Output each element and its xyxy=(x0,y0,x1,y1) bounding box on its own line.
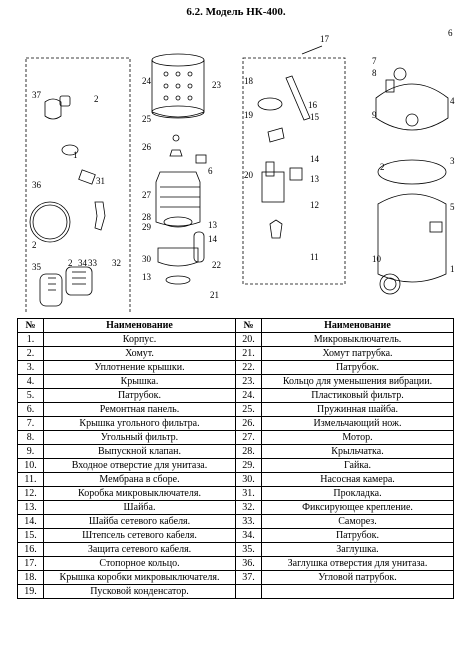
pump-chamber-part xyxy=(158,248,198,266)
part-name-cell: Уплотнение крышки. xyxy=(44,361,236,375)
toilet-inlet-part xyxy=(380,274,400,294)
parts-table-body xyxy=(18,333,454,599)
part-name-cell: Хомут патрубка. xyxy=(262,347,454,361)
part-number-cell: 22. xyxy=(236,361,262,375)
callout-label: 25 xyxy=(142,114,151,124)
callout-label: 31 xyxy=(96,176,105,186)
table-row xyxy=(18,417,454,431)
table-row xyxy=(18,389,454,403)
part-name-cell: Угловой патрубок. xyxy=(262,571,454,585)
part-name-cell: Ремонтная панель. xyxy=(44,403,236,417)
table-row xyxy=(18,571,454,585)
callout-label: 22 xyxy=(212,260,221,270)
part-number-cell: 13. xyxy=(18,501,44,515)
column-header-name: Наименование xyxy=(44,319,236,333)
callout-label: 8 xyxy=(372,68,377,78)
part-name-cell: Защита сетевого кабеля. xyxy=(44,543,236,557)
callout-label: 30 xyxy=(142,254,151,264)
part-number-cell: 24. xyxy=(236,389,262,403)
part-number-cell: 17. xyxy=(18,557,44,571)
part-number-cell: 37. xyxy=(236,571,262,585)
part-number-cell: 26. xyxy=(236,417,262,431)
part-number-cell: 2. xyxy=(18,347,44,361)
part-number-cell: 23. xyxy=(236,375,262,389)
clamp-ring-inner xyxy=(33,205,67,239)
part-number-cell: 27. xyxy=(236,431,262,445)
gasket-part xyxy=(79,170,96,184)
part-name-cell: Гайка. xyxy=(262,459,454,473)
part-number-cell: 11. xyxy=(18,473,44,487)
part-name-cell: Корпус. xyxy=(44,333,236,347)
callout-label: 5 xyxy=(450,202,455,212)
callout-label: 33 xyxy=(88,258,97,268)
column-header-name: Наименование xyxy=(262,319,454,333)
callout-label: 13 xyxy=(310,174,319,184)
plastic-filter-part xyxy=(152,60,204,117)
table-row xyxy=(18,459,454,473)
callout-label: 6 xyxy=(208,166,213,176)
callout-label: 32 xyxy=(112,258,121,268)
part-number-cell: 34. xyxy=(236,529,262,543)
part-name-cell: Пусковой конденсатор. xyxy=(44,585,236,599)
callout-label: 6 xyxy=(448,28,453,38)
callout-label: 15 xyxy=(310,112,319,122)
filter-top-rim xyxy=(152,54,204,66)
part-number-cell: 8. xyxy=(18,431,44,445)
callout-labels xyxy=(32,28,455,300)
fixing-bracket-part xyxy=(95,202,105,230)
part-name-cell: Мотор. xyxy=(262,431,454,445)
pipe-part xyxy=(66,267,92,295)
motor-part xyxy=(156,172,200,226)
box-cover-part xyxy=(258,98,282,110)
column-header-number: № xyxy=(236,319,262,333)
table-row xyxy=(18,445,454,459)
pipe-5-part xyxy=(430,222,442,232)
callout-label: 2 xyxy=(32,240,37,250)
callout-label: 28 xyxy=(142,212,151,222)
table-row xyxy=(18,501,454,515)
membrane-part xyxy=(270,220,282,238)
repair-panel-part xyxy=(394,68,406,80)
part-number-cell: 6. xyxy=(18,403,44,417)
callout-label: 18 xyxy=(244,76,253,86)
part-number-cell: 20. xyxy=(236,333,262,347)
part-name-cell: Крыльчатка. xyxy=(262,445,454,459)
callout-label: 20 xyxy=(244,170,253,180)
table-row xyxy=(18,543,454,557)
callout-label: 14 xyxy=(310,154,319,164)
callout-label: 24 xyxy=(142,76,151,86)
part-name-cell: Саморез. xyxy=(262,515,454,529)
callout-label: 1 xyxy=(73,150,78,160)
callout-label: 13 xyxy=(142,272,151,282)
part-number-cell: 29. xyxy=(236,459,262,473)
part-name-cell: Пружинная шайба. xyxy=(262,403,454,417)
part-name-cell: Патрубок. xyxy=(44,389,236,403)
part-name-cell: Патрубок. xyxy=(262,361,454,375)
part-name-cell: Фиксирующее крепление. xyxy=(262,501,454,515)
part-name-cell: Патрубок. xyxy=(262,529,454,543)
pipe-22-part xyxy=(194,232,204,262)
callout-label: 1 xyxy=(450,264,455,274)
callout-label: 21 xyxy=(210,290,219,300)
lid-seal-part xyxy=(378,160,446,184)
column-header-number: № xyxy=(18,319,44,333)
callout-label: 23 xyxy=(212,80,221,90)
part-number-cell: 36. xyxy=(236,557,262,571)
callout-label: 13 xyxy=(208,220,217,230)
callout-label: 26 xyxy=(142,142,151,152)
part-number-cell: 12. xyxy=(18,487,44,501)
callout-label: 14 xyxy=(208,234,217,244)
part-number-cell: 35. xyxy=(236,543,262,557)
table-row xyxy=(18,375,454,389)
cutting-knife-part xyxy=(170,150,182,156)
washer-13-part xyxy=(196,155,206,163)
callout-label: 16 xyxy=(308,100,317,110)
panel-1-frame xyxy=(26,58,130,312)
microswitch-part xyxy=(266,162,274,176)
part-number-cell: 7. xyxy=(18,417,44,431)
callout-label: 36 xyxy=(32,180,41,190)
washer-13b-part xyxy=(290,168,302,180)
page-title: 6.2. Модель НК-400. xyxy=(186,6,286,18)
retaining-ring-part xyxy=(302,46,322,54)
callout-label: 3 xyxy=(450,156,455,166)
part-number-cell: 30. xyxy=(236,473,262,487)
part-number-cell xyxy=(236,585,262,599)
callout-label: 4 xyxy=(450,96,455,106)
part-name-cell: Штепсель сетевого кабеля. xyxy=(44,529,236,543)
part-number-cell: 9. xyxy=(18,445,44,459)
spring-washer-part xyxy=(173,135,179,141)
part-name-cell: Шайба. xyxy=(44,501,236,515)
callout-label: 12 xyxy=(310,200,319,210)
callout-label: 10 xyxy=(372,254,381,264)
table-row xyxy=(18,515,454,529)
impeller-part xyxy=(164,217,192,227)
part-number-cell: 28. xyxy=(236,445,262,459)
table-row xyxy=(18,333,454,347)
part-name-cell: Выпускной клапан. xyxy=(44,445,236,459)
part-number-cell: 32. xyxy=(236,501,262,515)
callout-label: 17 xyxy=(320,34,329,44)
part-name-cell: Заглушка. xyxy=(262,543,454,557)
part-number-cell: 4. xyxy=(18,375,44,389)
part-name-cell: Заглушка отверстия для унитаза. xyxy=(262,557,454,571)
cable-guard-part xyxy=(286,76,310,120)
angle-fitting-part xyxy=(45,99,61,119)
part-name-cell: Крышка угольного фильтра. xyxy=(44,417,236,431)
part-name-cell: Кольцо для уменьшения вибрации. xyxy=(262,375,454,389)
part-name-cell: Шайба сетевого кабеля. xyxy=(44,515,236,529)
part-number-cell: 5. xyxy=(18,389,44,403)
lid-part xyxy=(376,84,448,130)
part-name-cell: Измельчающий нож. xyxy=(262,417,454,431)
part-number-cell: 18. xyxy=(18,571,44,585)
callout-label: 11 xyxy=(310,252,319,262)
part-name-cell: Пластиковый фильтр. xyxy=(262,389,454,403)
part-name-cell: Угольный фильтр. xyxy=(44,431,236,445)
exploded-parts-drawing xyxy=(0,22,472,312)
part-number-cell: 25. xyxy=(236,403,262,417)
part-name-cell: Микровыключатель. xyxy=(262,333,454,347)
table-row xyxy=(18,557,454,571)
callout-label: 27 xyxy=(142,190,151,200)
panel-3-frame xyxy=(243,58,345,284)
part-name-cell: Коробка микровыключателя. xyxy=(44,487,236,501)
part-name-cell xyxy=(262,585,454,599)
capacitor-part xyxy=(268,128,284,142)
callout-label: 19 xyxy=(244,110,253,120)
part-name-cell: Входное отверстие для унитаза. xyxy=(44,459,236,473)
part-name-cell: Прокладка. xyxy=(262,487,454,501)
table-row xyxy=(18,473,454,487)
table-row xyxy=(18,347,454,361)
callout-label: 34 xyxy=(78,258,87,268)
part-name-cell: Стопорное кольцо. xyxy=(44,557,236,571)
table-row xyxy=(18,403,454,417)
callout-label: 37 xyxy=(32,90,41,100)
part-number-cell: 15. xyxy=(18,529,44,543)
clamp-ring-part xyxy=(30,202,70,242)
part-name-cell: Хомут. xyxy=(44,347,236,361)
table-row xyxy=(18,431,454,445)
table-header-row xyxy=(18,319,454,333)
part-number-cell: 14. xyxy=(18,515,44,529)
microswitch-box-part xyxy=(262,172,284,202)
callout-label: 35 xyxy=(32,262,41,272)
part-number-cell: 1. xyxy=(18,333,44,347)
callout-label: 2 xyxy=(94,94,99,104)
callout-label: 9 xyxy=(372,110,377,120)
table-row xyxy=(18,487,454,501)
part-number-cell: 33. xyxy=(236,515,262,529)
table-row xyxy=(18,529,454,543)
parts-table xyxy=(17,318,454,599)
part-number-cell: 16. xyxy=(18,543,44,557)
callout-label: 2 xyxy=(380,162,385,172)
table-row xyxy=(18,585,454,599)
table-row xyxy=(18,361,454,375)
pipe-clamp-part xyxy=(166,276,190,284)
body-part xyxy=(378,194,446,282)
part-name-cell: Крышка коробки микровыключателя. xyxy=(44,571,236,585)
part-number-cell: 31. xyxy=(236,487,262,501)
part-name-cell: Мембрана в сборе. xyxy=(44,473,236,487)
part-number-cell: 3. xyxy=(18,361,44,375)
callout-label: 29 xyxy=(142,222,151,232)
callout-label: 7 xyxy=(372,56,377,66)
part-number-cell: 21. xyxy=(236,347,262,361)
part-number-cell: 19. xyxy=(18,585,44,599)
part-name-cell: Насосная камера. xyxy=(262,473,454,487)
part-number-cell: 10. xyxy=(18,459,44,473)
washer-part xyxy=(60,96,70,106)
part-name-cell: Крышка. xyxy=(44,375,236,389)
callout-label: 2 xyxy=(68,258,73,268)
